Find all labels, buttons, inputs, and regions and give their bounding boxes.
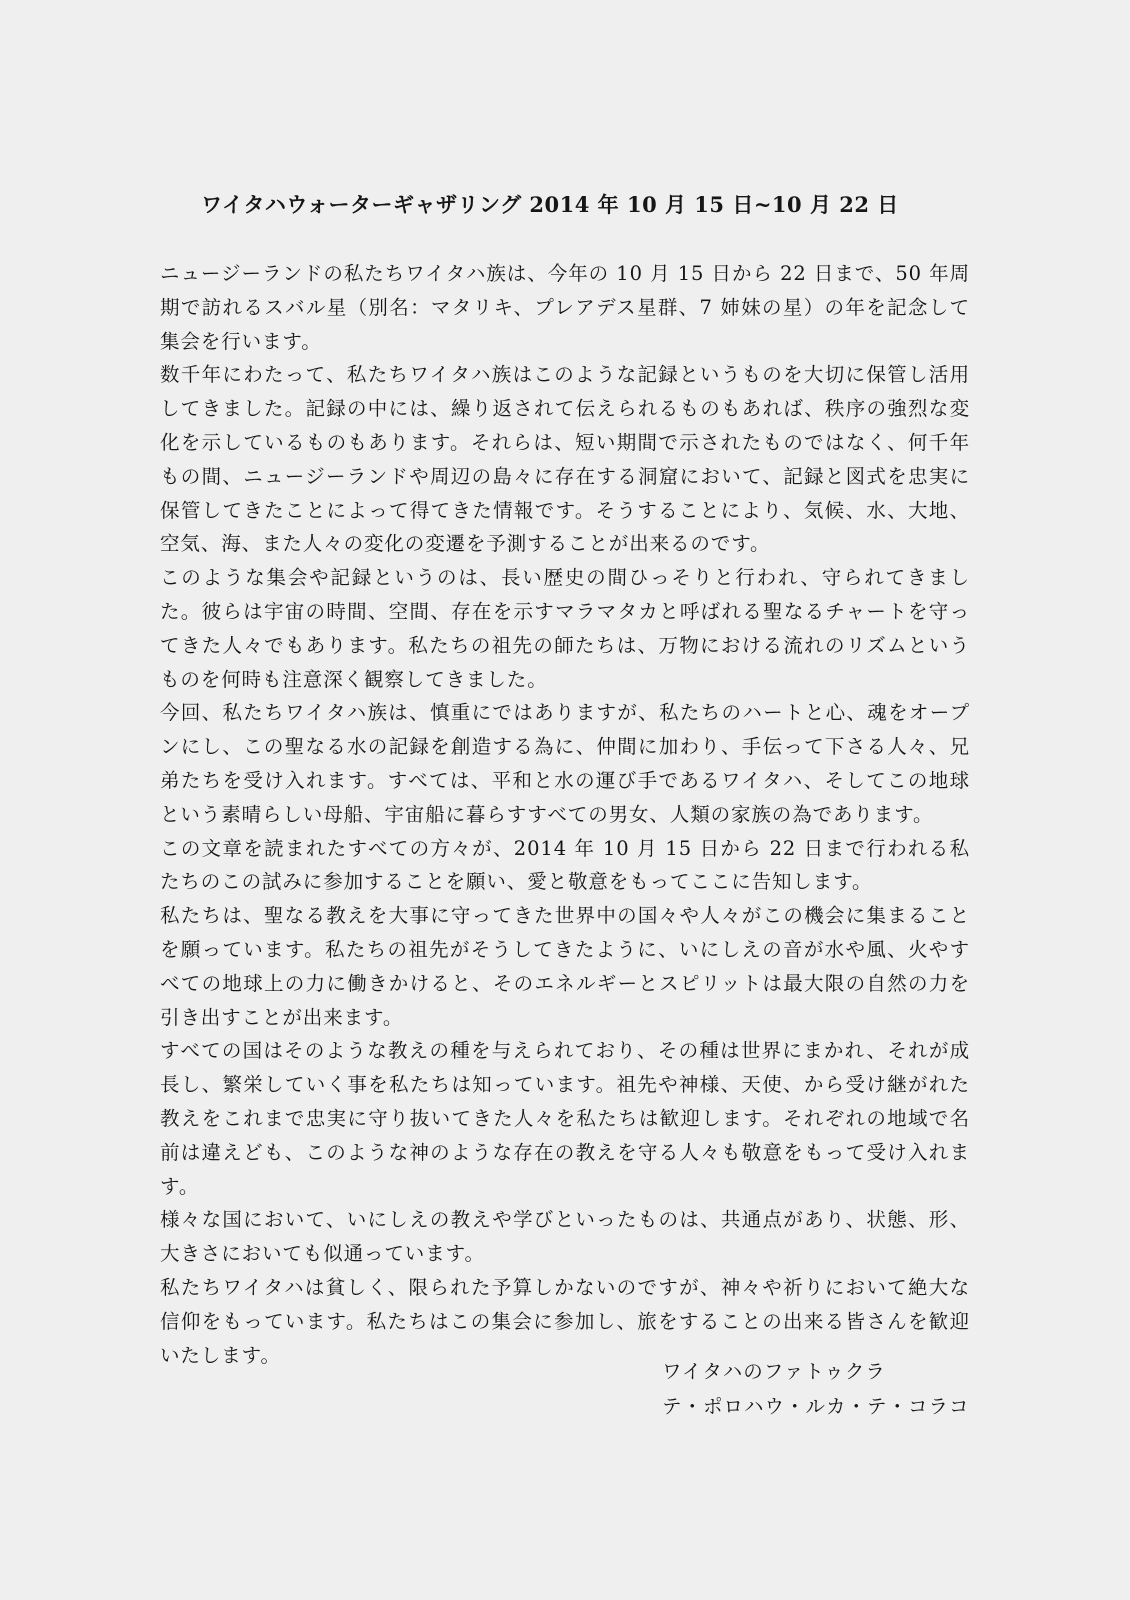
paragraph: すべての国はそのような教えの種を与えられており、その種は世界にまかれ、それが成長し、繁栄していく事を私たちは知っています。祖先や神様、天使、から受け継がれた教えをこれまで忠実に守り抜いてきた人々を私たちは歓迎します。それぞれの地域で名前は違えども、このような神のような存在の教えを守る人々も敬意をもって受け入れます。 — [160, 1039, 970, 1198]
paragraph: 数千年にわたって、私たちワイタハ族はこのような記録というものを大切に保管し活用してきました。記録の中には、繰り返されて伝えられるものもあれば、秩序の強烈な変化を示しているものもあります。それらは、短い期間で示されたものではなく、何千年もの間、ニュージーランドや周辺の島々に存在する洞窟において、記録と図式を忠実に保管してきたことによって得てきた情報です。そうすることにより、気候、水、大地、空気、海、また人々の変化の変遷を予測することが出来るのです。 — [160, 363, 970, 556]
paragraph: 様々な国において、いにしえの教えや学びといったものは、共通点があり、状態、形、大きさにおいても似通っています。 — [160, 1208, 970, 1266]
paragraph: 私たちワイタハは貧しく、限られた予算しかないのですが、神々や祈りにおいて絶大な信仰をもっています。私たちはこの集会に参加し、旅をすることの出来る皆さんを歓迎いたします。 — [160, 1275, 970, 1367]
paragraph: 私たちは、聖なる教えを大事に守ってきた世界中の国々や人々がこの機会に集まることを願っています。私たちの祖先がそうしてきたように、いにしえの音が水や風、火やすべての地球上の力に働きかけると、そのエネルギーとスピリットは最大限の自然の力を引き出すことが出来ます。 — [160, 904, 970, 1029]
document-body — [160, 257, 970, 1372]
signature-name: テ・ポロハウ・ルカ・テ・コラコ — [662, 1395, 970, 1418]
paragraph: ニュージーランドの私たちワイタハ族は、今年の 10 月 15 日から 22 日まで、50 年周期で訪れるスバル星（別名：マタリキ、プレアデス星群、7 姉妹の星）の年を記念して集会を行います。 — [160, 262, 970, 353]
document-title: ワイタハウォーターギャザリング 2014 年 10 月 15 日~10 月 22 日 — [201, 192, 899, 217]
signature-block — [662, 1354, 982, 1424]
paragraph: このような集会や記録というのは、長い歴史の間ひっそりと行われ、守られてきました。彼らは宇宙の時間、空間、存在を示すマラマタカと呼ばれる聖なるチャートを守ってきた人々でもあります。私たちの祖先の師たちは、万物における流れのリズムというものを何時も注意深く観察してきました。 — [160, 566, 970, 691]
paragraph: 今回、私たちワイタハ族は、慎重にではありますが、私たちのハートと心、魂をオープンにし、この聖なる水の記録を創造する為に、仲間に加わり、手伝って下さる人々、兄弟たちを受け入れます。すべては、平和と水の運び手であるワイタハ、そしてこの地球という素晴らしい母船、宇宙船に暮らすすべての男女、人類の家族の為であります。 — [160, 701, 970, 826]
signature-title: ワイタハのファトゥクラ — [662, 1360, 886, 1383]
paragraph: この文章を読まれたすべての方々が、2014 年 10 月 15 日から 22 日まで行われる私たちのこの試みに参加することを願い、愛と敬意をもってここに告知します。 — [160, 836, 970, 894]
